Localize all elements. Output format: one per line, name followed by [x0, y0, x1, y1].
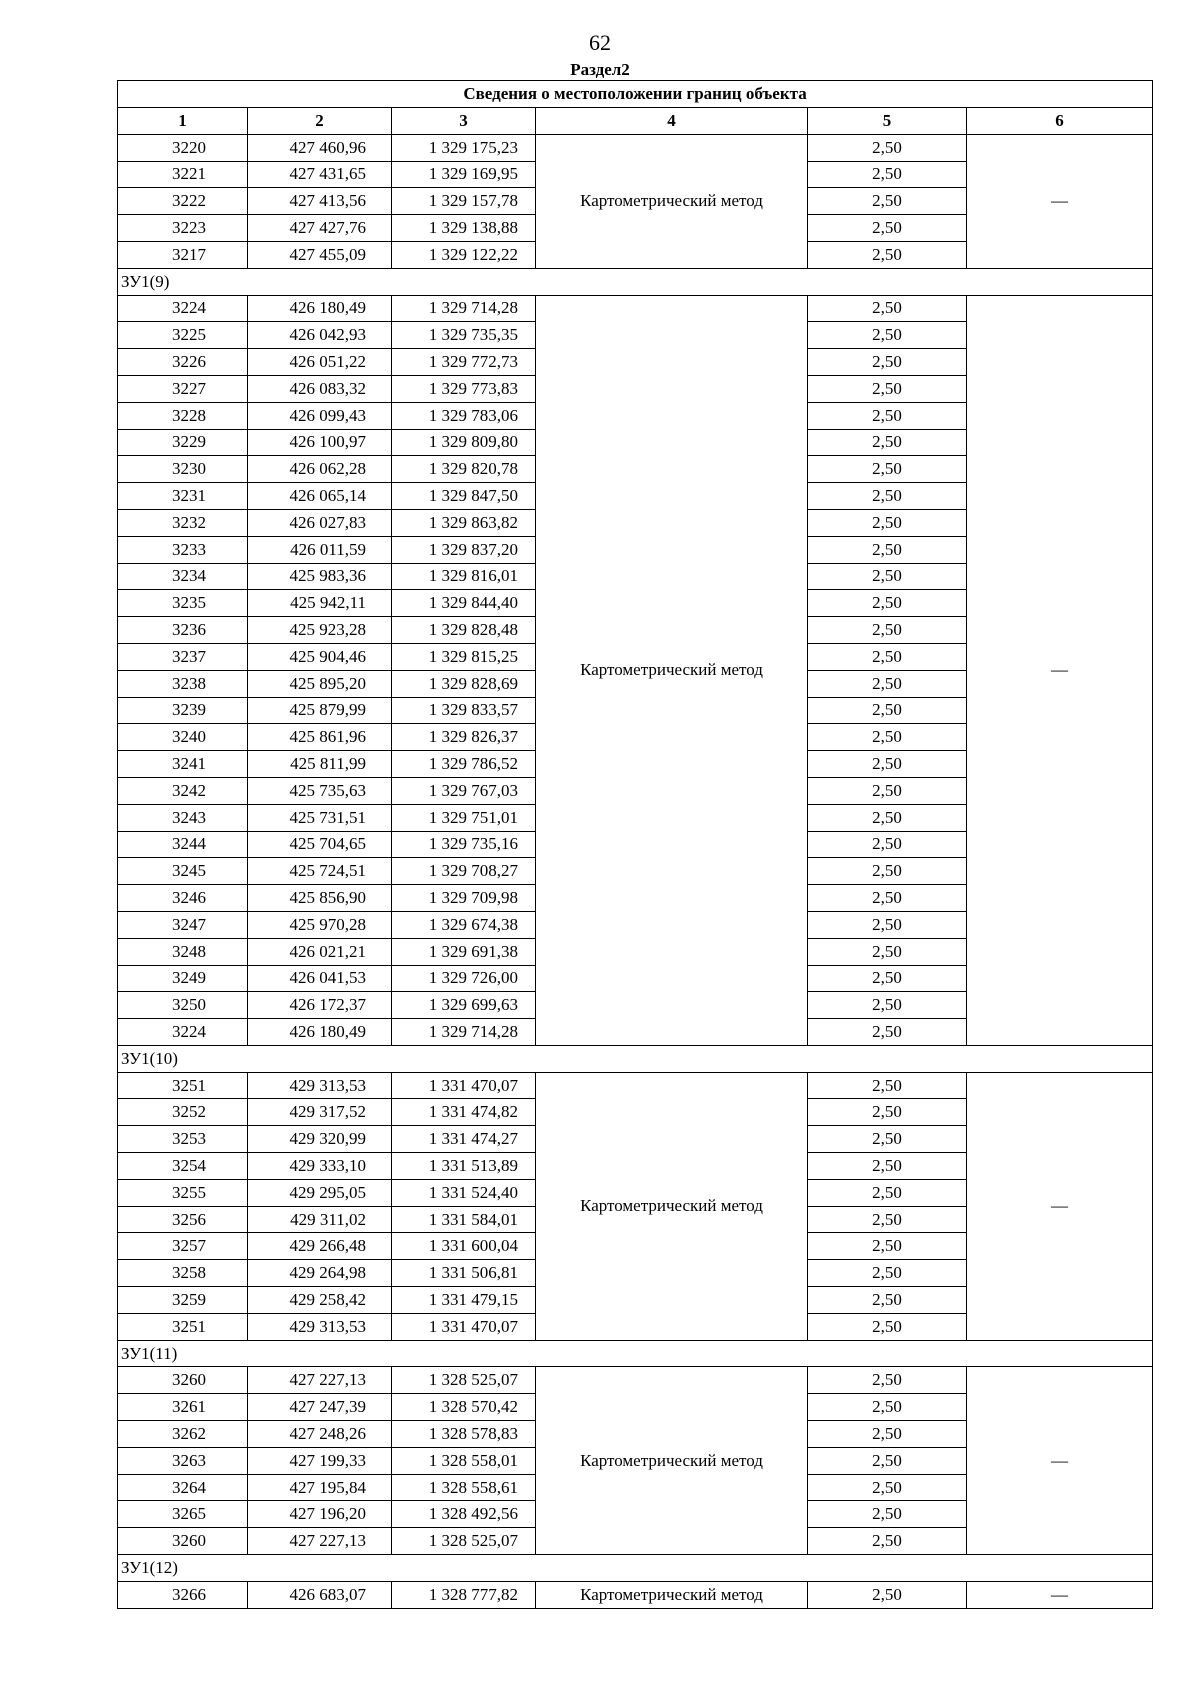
coord-x: 427 248,26 — [248, 1421, 392, 1448]
coord-y: 1 329 157,78 — [392, 188, 536, 215]
coord-x: 426 062,28 — [248, 456, 392, 483]
point-number: 3241 — [118, 751, 248, 778]
coord-x: 425 724,51 — [248, 858, 392, 885]
point-number: 3220 — [118, 134, 248, 161]
point-number: 3234 — [118, 563, 248, 590]
coord-x: 426 683,07 — [248, 1581, 392, 1608]
accuracy-value: 2,50 — [808, 509, 967, 536]
point-number: 3237 — [118, 643, 248, 670]
accuracy-value: 2,50 — [808, 1019, 967, 1046]
coord-x: 426 083,32 — [248, 375, 392, 402]
accuracy-value: 2,50 — [808, 1179, 967, 1206]
accuracy-value: 2,50 — [808, 375, 967, 402]
accuracy-value: 2,50 — [808, 885, 967, 912]
column-header-row — [118, 108, 1153, 135]
accuracy-value: 2,50 — [808, 563, 967, 590]
coord-x: 427 227,13 — [248, 1367, 392, 1394]
accuracy-value: 2,50 — [808, 536, 967, 563]
coord-x: 429 266,48 — [248, 1233, 392, 1260]
coord-x: 425 923,28 — [248, 617, 392, 644]
point-number: 3224 — [118, 295, 248, 322]
dash-cell: — — [967, 1581, 1153, 1608]
method-cell: Картометрический метод — [536, 134, 808, 268]
accuracy-value: 2,50 — [808, 349, 967, 376]
point-number: 3264 — [118, 1474, 248, 1501]
coord-x: 426 180,49 — [248, 1019, 392, 1046]
coord-y: 1 329 735,16 — [392, 831, 536, 858]
point-number: 3260 — [118, 1528, 248, 1555]
point-number: 3249 — [118, 965, 248, 992]
accuracy-value: 2,50 — [808, 643, 967, 670]
coord-x: 429 295,05 — [248, 1179, 392, 1206]
accuracy-value: 2,50 — [808, 134, 967, 161]
accuracy-value: 2,50 — [808, 1367, 967, 1394]
coord-x: 427 247,39 — [248, 1394, 392, 1421]
coord-x: 425 904,46 — [248, 643, 392, 670]
coord-x: 425 861,96 — [248, 724, 392, 751]
point-number: 3232 — [118, 509, 248, 536]
table-row — [118, 295, 1153, 322]
column-header: 1 — [118, 108, 248, 135]
coord-x: 427 460,96 — [248, 134, 392, 161]
point-number: 3246 — [118, 885, 248, 912]
coord-y: 1 329 786,52 — [392, 751, 536, 778]
coord-y: 1 331 470,07 — [392, 1313, 536, 1340]
group-row — [118, 1340, 1153, 1367]
coord-x: 427 427,76 — [248, 215, 392, 242]
accuracy-value: 2,50 — [808, 751, 967, 778]
accuracy-value: 2,50 — [808, 697, 967, 724]
section-title: Раздел2 — [570, 60, 630, 79]
method-cell: Картометрический метод — [536, 295, 808, 1045]
accuracy-value: 2,50 — [808, 188, 967, 215]
point-number: 3228 — [118, 402, 248, 429]
method-cell: Картометрический метод — [536, 1367, 808, 1555]
point-number: 3256 — [118, 1206, 248, 1233]
point-number: 3261 — [118, 1394, 248, 1421]
coord-y: 1 329 828,48 — [392, 617, 536, 644]
coord-x: 429 311,02 — [248, 1206, 392, 1233]
group-label: ЗУ1(12) — [118, 1555, 1153, 1582]
column-header: 6 — [967, 108, 1153, 135]
coord-x: 426 021,21 — [248, 938, 392, 965]
accuracy-value: 2,50 — [808, 215, 967, 242]
coord-x: 429 313,53 — [248, 1072, 392, 1099]
point-number: 3251 — [118, 1072, 248, 1099]
point-number: 3217 — [118, 241, 248, 268]
accuracy-value: 2,50 — [808, 1206, 967, 1233]
accuracy-value: 2,50 — [808, 590, 967, 617]
coord-y: 1 329 714,28 — [392, 295, 536, 322]
dash-cell: — — [967, 295, 1153, 1045]
accuracy-value: 2,50 — [808, 402, 967, 429]
accuracy-value: 2,50 — [808, 456, 967, 483]
coord-y: 1 331 474,27 — [392, 1126, 536, 1153]
point-number: 3252 — [118, 1099, 248, 1126]
coord-y: 1 329 844,40 — [392, 590, 536, 617]
coord-x: 429 317,52 — [248, 1099, 392, 1126]
coord-x: 425 983,36 — [248, 563, 392, 590]
coord-y: 1 331 474,82 — [392, 1099, 536, 1126]
coord-y: 1 331 479,15 — [392, 1287, 536, 1314]
point-number: 3236 — [118, 617, 248, 644]
point-number: 3248 — [118, 938, 248, 965]
coord-x: 425 811,99 — [248, 751, 392, 778]
accuracy-value: 2,50 — [808, 1287, 967, 1314]
coord-y: 1 328 777,82 — [392, 1581, 536, 1608]
accuracy-value: 2,50 — [808, 938, 967, 965]
point-number: 3231 — [118, 483, 248, 510]
table-row — [118, 1072, 1153, 1099]
point-number: 3240 — [118, 724, 248, 751]
accuracy-value: 2,50 — [808, 831, 967, 858]
point-number: 3266 — [118, 1581, 248, 1608]
accuracy-value: 2,50 — [808, 992, 967, 1019]
coord-y: 1 329 837,20 — [392, 536, 536, 563]
coord-y: 1 329 828,69 — [392, 670, 536, 697]
coord-x: 426 099,43 — [248, 402, 392, 429]
coord-x: 425 731,51 — [248, 804, 392, 831]
accuracy-value: 2,50 — [808, 483, 967, 510]
accuracy-value: 2,50 — [808, 804, 967, 831]
table-caption: Сведения о местоположении границ объекта — [118, 81, 1153, 108]
coord-y: 1 329 735,35 — [392, 322, 536, 349]
coord-y: 1 328 558,61 — [392, 1474, 536, 1501]
point-number: 3239 — [118, 697, 248, 724]
coord-x: 427 413,56 — [248, 188, 392, 215]
coord-x: 425 879,99 — [248, 697, 392, 724]
coord-x: 426 042,93 — [248, 322, 392, 349]
coord-y: 1 329 122,22 — [392, 241, 536, 268]
coord-y: 1 329 809,80 — [392, 429, 536, 456]
coord-x: 426 041,53 — [248, 965, 392, 992]
point-number: 3260 — [118, 1367, 248, 1394]
accuracy-value: 2,50 — [808, 617, 967, 644]
group-row — [118, 268, 1153, 295]
point-number: 3251 — [118, 1313, 248, 1340]
coord-x: 429 320,99 — [248, 1126, 392, 1153]
coord-y: 1 329 815,25 — [392, 643, 536, 670]
accuracy-value: 2,50 — [808, 1260, 967, 1287]
coord-y: 1 329 691,38 — [392, 938, 536, 965]
group-row — [118, 1555, 1153, 1582]
coord-x: 425 970,28 — [248, 911, 392, 938]
coord-y: 1 329 863,82 — [392, 509, 536, 536]
coord-x: 425 735,63 — [248, 777, 392, 804]
accuracy-value: 2,50 — [808, 161, 967, 188]
point-number: 3244 — [118, 831, 248, 858]
point-number: 3263 — [118, 1447, 248, 1474]
coord-x: 425 704,65 — [248, 831, 392, 858]
coord-x: 427 227,13 — [248, 1528, 392, 1555]
point-number: 3221 — [118, 161, 248, 188]
point-number: 3247 — [118, 911, 248, 938]
accuracy-value: 2,50 — [808, 777, 967, 804]
coord-x: 427 199,33 — [248, 1447, 392, 1474]
point-number: 3223 — [118, 215, 248, 242]
coord-x: 425 895,20 — [248, 670, 392, 697]
point-number: 3242 — [118, 777, 248, 804]
accuracy-value: 2,50 — [808, 965, 967, 992]
column-header: 3 — [392, 108, 536, 135]
coord-y: 1 329 826,37 — [392, 724, 536, 751]
point-number: 3250 — [118, 992, 248, 1019]
group-label: ЗУ1(11) — [118, 1340, 1153, 1367]
point-number: 3235 — [118, 590, 248, 617]
coord-y: 1 329 138,88 — [392, 215, 536, 242]
coord-y: 1 329 773,83 — [392, 375, 536, 402]
point-number: 3233 — [118, 536, 248, 563]
point-number: 3238 — [118, 670, 248, 697]
point-number: 3245 — [118, 858, 248, 885]
coord-y: 1 329 709,98 — [392, 885, 536, 912]
coord-y: 1 331 584,01 — [392, 1206, 536, 1233]
accuracy-value: 2,50 — [808, 241, 967, 268]
point-number: 3224 — [118, 1019, 248, 1046]
point-number: 3243 — [118, 804, 248, 831]
accuracy-value: 2,50 — [808, 1072, 967, 1099]
accuracy-value: 2,50 — [808, 911, 967, 938]
coord-x: 427 195,84 — [248, 1474, 392, 1501]
point-number: 3222 — [118, 188, 248, 215]
boundary-table — [117, 80, 1153, 1609]
coord-y: 1 329 714,28 — [392, 1019, 536, 1046]
coord-x: 426 051,22 — [248, 349, 392, 376]
method-cell: Картометрический метод — [536, 1581, 808, 1608]
coord-x: 426 100,97 — [248, 429, 392, 456]
column-header: 5 — [808, 108, 967, 135]
coord-x: 427 455,09 — [248, 241, 392, 268]
coord-x: 426 011,59 — [248, 536, 392, 563]
accuracy-value: 2,50 — [808, 1233, 967, 1260]
coord-x: 426 172,37 — [248, 992, 392, 1019]
coord-y: 1 328 525,07 — [392, 1367, 536, 1394]
coord-x: 429 313,53 — [248, 1313, 392, 1340]
accuracy-value: 2,50 — [808, 429, 967, 456]
dash-cell: — — [967, 1072, 1153, 1340]
accuracy-value: 2,50 — [808, 670, 967, 697]
point-number: 3230 — [118, 456, 248, 483]
point-number: 3226 — [118, 349, 248, 376]
coord-x: 425 856,90 — [248, 885, 392, 912]
coord-y: 1 331 600,04 — [392, 1233, 536, 1260]
coord-y: 1 331 524,40 — [392, 1179, 536, 1206]
accuracy-value: 2,50 — [808, 1474, 967, 1501]
accuracy-value: 2,50 — [808, 1099, 967, 1126]
accuracy-value: 2,50 — [808, 1447, 967, 1474]
table-row — [118, 1367, 1153, 1394]
coord-y: 1 329 674,38 — [392, 911, 536, 938]
coord-x: 426 065,14 — [248, 483, 392, 510]
point-number: 3265 — [118, 1501, 248, 1528]
point-number: 3229 — [118, 429, 248, 456]
point-number: 3257 — [118, 1233, 248, 1260]
coord-x: 429 264,98 — [248, 1260, 392, 1287]
coord-y: 1 328 570,42 — [392, 1394, 536, 1421]
table-body — [118, 134, 1153, 1608]
accuracy-value: 2,50 — [808, 1394, 967, 1421]
accuracy-value: 2,50 — [808, 1126, 967, 1153]
group-label: ЗУ1(9) — [118, 268, 1153, 295]
coord-y: 1 328 492,56 — [392, 1501, 536, 1528]
coord-y: 1 329 767,03 — [392, 777, 536, 804]
coord-y: 1 329 847,50 — [392, 483, 536, 510]
coord-y: 1 329 726,00 — [392, 965, 536, 992]
coord-y: 1 328 578,83 — [392, 1421, 536, 1448]
coord-x: 429 333,10 — [248, 1153, 392, 1180]
coord-y: 1 331 470,07 — [392, 1072, 536, 1099]
coord-x: 425 942,11 — [248, 590, 392, 617]
coord-y: 1 329 816,01 — [392, 563, 536, 590]
coord-x: 429 258,42 — [248, 1287, 392, 1314]
point-number: 3259 — [118, 1287, 248, 1314]
coord-y: 1 328 558,01 — [392, 1447, 536, 1474]
accuracy-value: 2,50 — [808, 858, 967, 885]
table-row — [118, 1581, 1153, 1608]
coord-y: 1 328 525,07 — [392, 1528, 536, 1555]
page-number: 62 — [589, 30, 611, 55]
coord-y: 1 329 175,23 — [392, 134, 536, 161]
accuracy-value: 2,50 — [808, 1501, 967, 1528]
column-header: 2 — [248, 108, 392, 135]
coord-y: 1 329 772,73 — [392, 349, 536, 376]
coord-y: 1 329 820,78 — [392, 456, 536, 483]
dash-cell: — — [967, 1367, 1153, 1555]
coord-y: 1 329 783,06 — [392, 402, 536, 429]
coord-y: 1 329 699,63 — [392, 992, 536, 1019]
coord-x: 426 180,49 — [248, 295, 392, 322]
coord-y: 1 329 708,27 — [392, 858, 536, 885]
accuracy-value: 2,50 — [808, 1421, 967, 1448]
accuracy-value: 2,50 — [808, 1153, 967, 1180]
table-row — [118, 134, 1153, 161]
column-header: 4 — [536, 108, 808, 135]
group-row — [118, 1045, 1153, 1072]
coord-y: 1 329 751,01 — [392, 804, 536, 831]
coord-y: 1 329 169,95 — [392, 161, 536, 188]
accuracy-value: 2,50 — [808, 1581, 967, 1608]
point-number: 3262 — [118, 1421, 248, 1448]
point-number: 3255 — [118, 1179, 248, 1206]
dash-cell: — — [967, 134, 1153, 268]
point-number: 3254 — [118, 1153, 248, 1180]
coord-x: 427 431,65 — [248, 161, 392, 188]
coord-x: 426 027,83 — [248, 509, 392, 536]
accuracy-value: 2,50 — [808, 1528, 967, 1555]
accuracy-value: 2,50 — [808, 724, 967, 751]
coord-y: 1 331 506,81 — [392, 1260, 536, 1287]
point-number: 3225 — [118, 322, 248, 349]
accuracy-value: 2,50 — [808, 1313, 967, 1340]
coord-y: 1 329 833,57 — [392, 697, 536, 724]
accuracy-value: 2,50 — [808, 322, 967, 349]
method-cell: Картометрический метод — [536, 1072, 808, 1340]
accuracy-value: 2,50 — [808, 295, 967, 322]
point-number: 3253 — [118, 1126, 248, 1153]
coord-x: 427 196,20 — [248, 1501, 392, 1528]
point-number: 3227 — [118, 375, 248, 402]
group-label: ЗУ1(10) — [118, 1045, 1153, 1072]
coord-y: 1 331 513,89 — [392, 1153, 536, 1180]
point-number: 3258 — [118, 1260, 248, 1287]
